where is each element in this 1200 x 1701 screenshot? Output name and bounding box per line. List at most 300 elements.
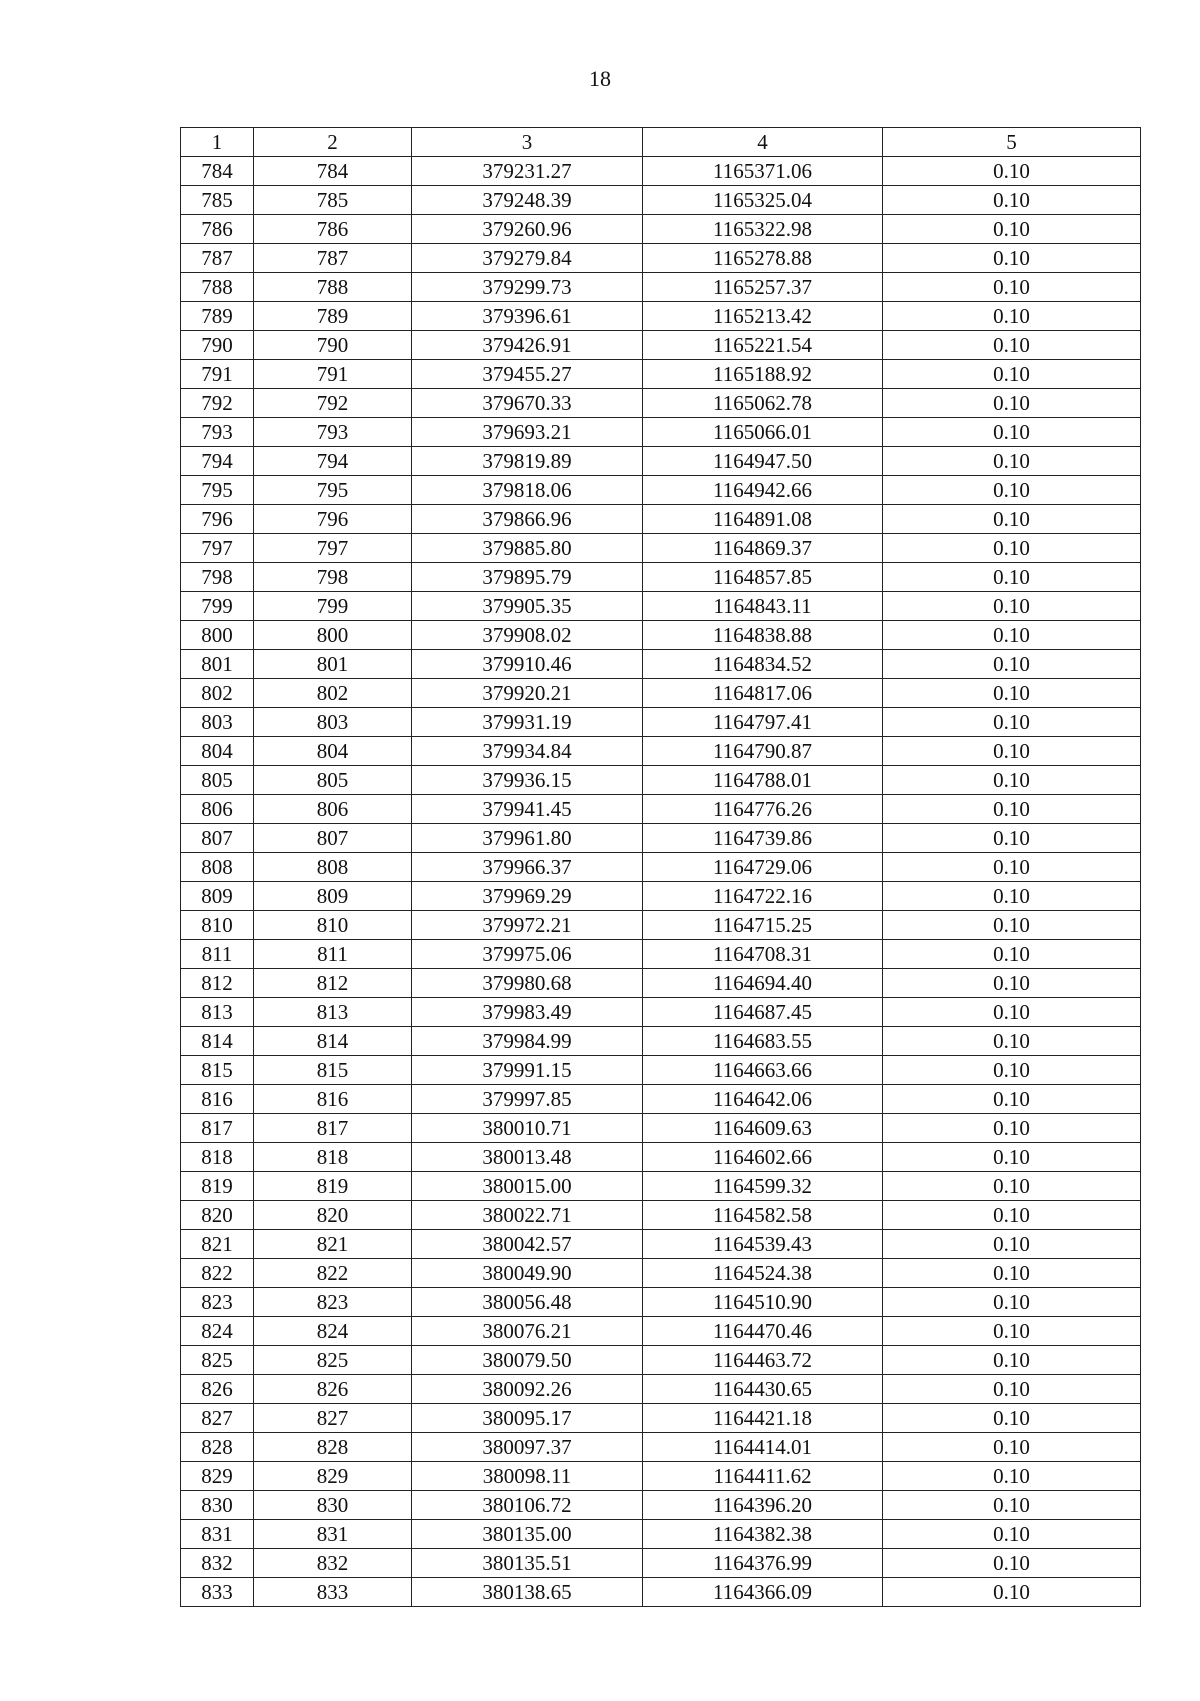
cell-y-coordinate: 1164838.88 — [643, 621, 883, 650]
cell-accuracy: 0.10 — [883, 824, 1141, 853]
cell-y-coordinate: 1164739.86 — [643, 824, 883, 853]
cell-accuracy: 0.10 — [883, 476, 1141, 505]
table-row — [181, 1462, 1141, 1491]
cell-point-number: 790 — [181, 331, 254, 360]
cell-accuracy: 0.10 — [883, 1027, 1141, 1056]
cell-accuracy: 0.10 — [883, 969, 1141, 998]
cell-y-coordinate: 1164790.87 — [643, 737, 883, 766]
cell-x-coordinate: 379819.89 — [412, 447, 643, 476]
cell-point-number: 822 — [181, 1259, 254, 1288]
cell-point-id: 814 — [254, 1027, 412, 1056]
cell-accuracy: 0.10 — [883, 447, 1141, 476]
cell-accuracy: 0.10 — [883, 998, 1141, 1027]
cell-point-number: 809 — [181, 882, 254, 911]
cell-y-coordinate: 1164715.25 — [643, 911, 883, 940]
cell-y-coordinate: 1164788.01 — [643, 766, 883, 795]
table-row — [181, 1288, 1141, 1317]
cell-accuracy: 0.10 — [883, 650, 1141, 679]
coordinates-table — [180, 127, 1141, 1607]
cell-point-id: 831 — [254, 1520, 412, 1549]
cell-y-coordinate: 1164411.62 — [643, 1462, 883, 1491]
cell-point-number: 800 — [181, 621, 254, 650]
cell-y-coordinate: 1165062.78 — [643, 389, 883, 418]
cell-accuracy: 0.10 — [883, 795, 1141, 824]
cell-y-coordinate: 1165213.42 — [643, 302, 883, 331]
cell-accuracy: 0.10 — [883, 563, 1141, 592]
cell-y-coordinate: 1164729.06 — [643, 853, 883, 882]
cell-point-number: 817 — [181, 1114, 254, 1143]
cell-point-id: 822 — [254, 1259, 412, 1288]
cell-accuracy: 0.10 — [883, 1520, 1141, 1549]
cell-y-coordinate: 1165322.98 — [643, 215, 883, 244]
cell-accuracy: 0.10 — [883, 1433, 1141, 1462]
cell-y-coordinate: 1164708.31 — [643, 940, 883, 969]
cell-x-coordinate: 379984.99 — [412, 1027, 643, 1056]
cell-point-number: 814 — [181, 1027, 254, 1056]
cell-x-coordinate: 380097.37 — [412, 1433, 643, 1462]
cell-accuracy: 0.10 — [883, 1317, 1141, 1346]
cell-point-number: 824 — [181, 1317, 254, 1346]
cell-point-number: 801 — [181, 650, 254, 679]
table-header — [181, 128, 1141, 157]
table-row — [181, 911, 1141, 940]
cell-point-id: 833 — [254, 1578, 412, 1607]
cell-point-number: 831 — [181, 1520, 254, 1549]
cell-point-id: 794 — [254, 447, 412, 476]
cell-point-number: 830 — [181, 1491, 254, 1520]
cell-x-coordinate: 380076.21 — [412, 1317, 643, 1346]
cell-x-coordinate: 380042.57 — [412, 1230, 643, 1259]
cell-accuracy: 0.10 — [883, 592, 1141, 621]
cell-accuracy: 0.10 — [883, 1056, 1141, 1085]
table-row — [181, 1259, 1141, 1288]
cell-y-coordinate: 1164797.41 — [643, 708, 883, 737]
cell-point-number: 828 — [181, 1433, 254, 1462]
cell-accuracy: 0.10 — [883, 737, 1141, 766]
cell-point-number: 798 — [181, 563, 254, 592]
cell-accuracy: 0.10 — [883, 302, 1141, 331]
cell-y-coordinate: 1164722.16 — [643, 882, 883, 911]
cell-point-id: 786 — [254, 215, 412, 244]
table-row — [181, 824, 1141, 853]
cell-accuracy: 0.10 — [883, 215, 1141, 244]
table-row — [181, 650, 1141, 679]
table-row — [181, 505, 1141, 534]
cell-y-coordinate: 1164942.66 — [643, 476, 883, 505]
cell-point-id: 806 — [254, 795, 412, 824]
cell-x-coordinate: 380135.51 — [412, 1549, 643, 1578]
cell-point-id: 788 — [254, 273, 412, 302]
cell-point-id: 796 — [254, 505, 412, 534]
table-row — [181, 534, 1141, 563]
cell-y-coordinate: 1165278.88 — [643, 244, 883, 273]
cell-point-id: 800 — [254, 621, 412, 650]
cell-x-coordinate: 379983.49 — [412, 998, 643, 1027]
cell-accuracy: 0.10 — [883, 1230, 1141, 1259]
table-row — [181, 766, 1141, 795]
column-header: 4 — [643, 128, 883, 157]
cell-x-coordinate: 379818.06 — [412, 476, 643, 505]
cell-y-coordinate: 1164366.09 — [643, 1578, 883, 1607]
cell-x-coordinate: 379885.80 — [412, 534, 643, 563]
cell-accuracy: 0.10 — [883, 186, 1141, 215]
cell-point-id: 812 — [254, 969, 412, 998]
cell-point-id: 819 — [254, 1172, 412, 1201]
cell-point-number: 786 — [181, 215, 254, 244]
cell-point-number: 799 — [181, 592, 254, 621]
cell-accuracy: 0.10 — [883, 708, 1141, 737]
table-row — [181, 853, 1141, 882]
cell-point-number: 793 — [181, 418, 254, 447]
cell-point-number: 796 — [181, 505, 254, 534]
cell-y-coordinate: 1164869.37 — [643, 534, 883, 563]
cell-point-id: 793 — [254, 418, 412, 447]
cell-x-coordinate: 379936.15 — [412, 766, 643, 795]
cell-accuracy: 0.10 — [883, 621, 1141, 650]
cell-y-coordinate: 1165188.92 — [643, 360, 883, 389]
cell-point-number: 788 — [181, 273, 254, 302]
cell-accuracy: 0.10 — [883, 273, 1141, 302]
cell-point-number: 833 — [181, 1578, 254, 1607]
table-row — [181, 215, 1141, 244]
cell-x-coordinate: 380135.00 — [412, 1520, 643, 1549]
cell-x-coordinate: 379972.21 — [412, 911, 643, 940]
cell-y-coordinate: 1164687.45 — [643, 998, 883, 1027]
cell-x-coordinate: 379455.27 — [412, 360, 643, 389]
cell-y-coordinate: 1164843.11 — [643, 592, 883, 621]
page-number: 18 — [589, 66, 611, 91]
cell-accuracy: 0.10 — [883, 534, 1141, 563]
column-header: 1 — [181, 128, 254, 157]
cell-y-coordinate: 1164421.18 — [643, 1404, 883, 1433]
cell-accuracy: 0.10 — [883, 1404, 1141, 1433]
cell-x-coordinate: 379931.19 — [412, 708, 643, 737]
cell-accuracy: 0.10 — [883, 1375, 1141, 1404]
table-row — [181, 1143, 1141, 1172]
cell-point-id: 805 — [254, 766, 412, 795]
table-row — [181, 708, 1141, 737]
cell-accuracy: 0.10 — [883, 418, 1141, 447]
cell-point-number: 820 — [181, 1201, 254, 1230]
cell-point-id: 784 — [254, 157, 412, 186]
table-row — [181, 1201, 1141, 1230]
cell-x-coordinate: 379908.02 — [412, 621, 643, 650]
cell-point-number: 829 — [181, 1462, 254, 1491]
cell-accuracy: 0.10 — [883, 389, 1141, 418]
cell-accuracy: 0.10 — [883, 1491, 1141, 1520]
table-row — [181, 1114, 1141, 1143]
table-row — [181, 360, 1141, 389]
cell-y-coordinate: 1164776.26 — [643, 795, 883, 824]
table-row — [181, 882, 1141, 911]
cell-point-number: 826 — [181, 1375, 254, 1404]
cell-x-coordinate: 379895.79 — [412, 563, 643, 592]
table-row — [181, 563, 1141, 592]
table-row — [181, 737, 1141, 766]
cell-y-coordinate: 1165257.37 — [643, 273, 883, 302]
cell-accuracy: 0.10 — [883, 1462, 1141, 1491]
column-header: 5 — [883, 128, 1141, 157]
cell-y-coordinate: 1164609.63 — [643, 1114, 883, 1143]
cell-point-id: 827 — [254, 1404, 412, 1433]
cell-point-id: 816 — [254, 1085, 412, 1114]
table-row — [181, 795, 1141, 824]
cell-point-number: 794 — [181, 447, 254, 476]
cell-point-id: 789 — [254, 302, 412, 331]
cell-point-id: 820 — [254, 1201, 412, 1230]
cell-point-id: 808 — [254, 853, 412, 882]
cell-point-number: 810 — [181, 911, 254, 940]
cell-accuracy: 0.10 — [883, 1201, 1141, 1230]
cell-point-number: 816 — [181, 1085, 254, 1114]
cell-accuracy: 0.10 — [883, 1578, 1141, 1607]
cell-y-coordinate: 1164463.72 — [643, 1346, 883, 1375]
cell-accuracy: 0.10 — [883, 1143, 1141, 1172]
cell-point-number: 823 — [181, 1288, 254, 1317]
cell-point-number: 818 — [181, 1143, 254, 1172]
cell-x-coordinate: 379231.27 — [412, 157, 643, 186]
table-row — [181, 1027, 1141, 1056]
cell-point-number: 813 — [181, 998, 254, 1027]
cell-point-id: 797 — [254, 534, 412, 563]
cell-x-coordinate: 379905.35 — [412, 592, 643, 621]
cell-point-id: 832 — [254, 1549, 412, 1578]
cell-x-coordinate: 379670.33 — [412, 389, 643, 418]
cell-accuracy: 0.10 — [883, 331, 1141, 360]
cell-accuracy: 0.10 — [883, 1346, 1141, 1375]
cell-y-coordinate: 1164817.06 — [643, 679, 883, 708]
cell-y-coordinate: 1164694.40 — [643, 969, 883, 998]
table-row — [181, 1520, 1141, 1549]
cell-point-id: 802 — [254, 679, 412, 708]
cell-point-number: 804 — [181, 737, 254, 766]
table-row — [181, 1346, 1141, 1375]
cell-point-id: 810 — [254, 911, 412, 940]
cell-accuracy: 0.10 — [883, 1085, 1141, 1114]
cell-point-id: 828 — [254, 1433, 412, 1462]
cell-y-coordinate: 1164510.90 — [643, 1288, 883, 1317]
cell-y-coordinate: 1164376.99 — [643, 1549, 883, 1578]
table-row — [181, 1549, 1141, 1578]
cell-accuracy: 0.10 — [883, 505, 1141, 534]
table-row — [181, 273, 1141, 302]
table-row — [181, 1375, 1141, 1404]
cell-point-id: 785 — [254, 186, 412, 215]
cell-x-coordinate: 380098.11 — [412, 1462, 643, 1491]
table-row — [181, 1085, 1141, 1114]
table-row — [181, 186, 1141, 215]
cell-point-number: 792 — [181, 389, 254, 418]
table-row — [181, 1404, 1141, 1433]
cell-accuracy: 0.10 — [883, 882, 1141, 911]
table-row — [181, 969, 1141, 998]
header-row — [181, 128, 1141, 157]
cell-point-number: 827 — [181, 1404, 254, 1433]
cell-point-id: 791 — [254, 360, 412, 389]
table-row — [181, 389, 1141, 418]
cell-point-id: 818 — [254, 1143, 412, 1172]
cell-y-coordinate: 1164857.85 — [643, 563, 883, 592]
cell-y-coordinate: 1165325.04 — [643, 186, 883, 215]
cell-x-coordinate: 380022.71 — [412, 1201, 643, 1230]
cell-point-number: 791 — [181, 360, 254, 389]
cell-y-coordinate: 1164663.66 — [643, 1056, 883, 1085]
cell-x-coordinate: 379910.46 — [412, 650, 643, 679]
cell-x-coordinate: 379426.91 — [412, 331, 643, 360]
cell-point-number: 819 — [181, 1172, 254, 1201]
table-row — [181, 1578, 1141, 1607]
table-row — [181, 621, 1141, 650]
cell-accuracy: 0.10 — [883, 157, 1141, 186]
table-row — [181, 1433, 1141, 1462]
cell-x-coordinate: 379693.21 — [412, 418, 643, 447]
cell-y-coordinate: 1164891.08 — [643, 505, 883, 534]
cell-point-id: 813 — [254, 998, 412, 1027]
table-row — [181, 1172, 1141, 1201]
cell-point-id: 825 — [254, 1346, 412, 1375]
cell-point-number: 811 — [181, 940, 254, 969]
table-row — [181, 331, 1141, 360]
cell-point-id: 815 — [254, 1056, 412, 1085]
table-row — [181, 418, 1141, 447]
cell-x-coordinate: 379969.29 — [412, 882, 643, 911]
cell-point-id: 792 — [254, 389, 412, 418]
cell-x-coordinate: 379941.45 — [412, 795, 643, 824]
table-row — [181, 1056, 1141, 1085]
cell-point-number: 825 — [181, 1346, 254, 1375]
cell-x-coordinate: 380138.65 — [412, 1578, 643, 1607]
cell-x-coordinate: 379299.73 — [412, 273, 643, 302]
table-body — [181, 157, 1141, 1607]
cell-accuracy: 0.10 — [883, 1549, 1141, 1578]
cell-accuracy: 0.10 — [883, 911, 1141, 940]
cell-point-id: 817 — [254, 1114, 412, 1143]
cell-x-coordinate: 379997.85 — [412, 1085, 643, 1114]
cell-x-coordinate: 380015.00 — [412, 1172, 643, 1201]
table-row — [181, 302, 1141, 331]
cell-accuracy: 0.10 — [883, 679, 1141, 708]
cell-y-coordinate: 1164414.01 — [643, 1433, 883, 1462]
table-row — [181, 1317, 1141, 1346]
cell-accuracy: 0.10 — [883, 1288, 1141, 1317]
table-row — [181, 1230, 1141, 1259]
cell-point-id: 823 — [254, 1288, 412, 1317]
table-row — [181, 476, 1141, 505]
cell-point-number: 784 — [181, 157, 254, 186]
cell-point-number: 832 — [181, 1549, 254, 1578]
cell-x-coordinate: 380010.71 — [412, 1114, 643, 1143]
table-row — [181, 940, 1141, 969]
cell-x-coordinate: 380013.48 — [412, 1143, 643, 1172]
cell-point-id: 809 — [254, 882, 412, 911]
cell-accuracy: 0.10 — [883, 940, 1141, 969]
cell-point-number: 807 — [181, 824, 254, 853]
cell-y-coordinate: 1164470.46 — [643, 1317, 883, 1346]
cell-point-id: 803 — [254, 708, 412, 737]
cell-point-number: 802 — [181, 679, 254, 708]
cell-accuracy: 0.10 — [883, 244, 1141, 273]
cell-x-coordinate: 379396.61 — [412, 302, 643, 331]
table-row — [181, 998, 1141, 1027]
cell-y-coordinate: 1164539.43 — [643, 1230, 883, 1259]
cell-point-id: 804 — [254, 737, 412, 766]
cell-y-coordinate: 1164382.38 — [643, 1520, 883, 1549]
cell-point-number: 797 — [181, 534, 254, 563]
cell-point-number: 787 — [181, 244, 254, 273]
cell-x-coordinate: 380092.26 — [412, 1375, 643, 1404]
cell-accuracy: 0.10 — [883, 1114, 1141, 1143]
cell-point-id: 824 — [254, 1317, 412, 1346]
cell-y-coordinate: 1165066.01 — [643, 418, 883, 447]
cell-y-coordinate: 1164683.55 — [643, 1027, 883, 1056]
table-row — [181, 244, 1141, 273]
cell-y-coordinate: 1164947.50 — [643, 447, 883, 476]
cell-point-number: 806 — [181, 795, 254, 824]
cell-accuracy: 0.10 — [883, 766, 1141, 795]
cell-point-id: 811 — [254, 940, 412, 969]
cell-x-coordinate: 379248.39 — [412, 186, 643, 215]
table-row — [181, 447, 1141, 476]
cell-accuracy: 0.10 — [883, 1259, 1141, 1288]
cell-x-coordinate: 379866.96 — [412, 505, 643, 534]
cell-x-coordinate: 379260.96 — [412, 215, 643, 244]
cell-point-id: 787 — [254, 244, 412, 273]
cell-point-id: 798 — [254, 563, 412, 592]
cell-point-number: 815 — [181, 1056, 254, 1085]
table-row — [181, 157, 1141, 186]
cell-x-coordinate: 379279.84 — [412, 244, 643, 273]
cell-point-id: 829 — [254, 1462, 412, 1491]
cell-accuracy: 0.10 — [883, 853, 1141, 882]
cell-y-coordinate: 1164602.66 — [643, 1143, 883, 1172]
cell-x-coordinate: 379934.84 — [412, 737, 643, 766]
cell-y-coordinate: 1164396.20 — [643, 1491, 883, 1520]
column-header: 2 — [254, 128, 412, 157]
table-row — [181, 679, 1141, 708]
cell-y-coordinate: 1165371.06 — [643, 157, 883, 186]
cell-point-id: 826 — [254, 1375, 412, 1404]
cell-point-id: 821 — [254, 1230, 412, 1259]
cell-y-coordinate: 1165221.54 — [643, 331, 883, 360]
cell-x-coordinate: 379991.15 — [412, 1056, 643, 1085]
cell-y-coordinate: 1164599.32 — [643, 1172, 883, 1201]
cell-point-id: 799 — [254, 592, 412, 621]
cell-point-id: 807 — [254, 824, 412, 853]
cell-accuracy: 0.10 — [883, 1172, 1141, 1201]
cell-x-coordinate: 379961.80 — [412, 824, 643, 853]
cell-x-coordinate: 380056.48 — [412, 1288, 643, 1317]
cell-point-id: 790 — [254, 331, 412, 360]
cell-y-coordinate: 1164524.38 — [643, 1259, 883, 1288]
cell-x-coordinate: 379975.06 — [412, 940, 643, 969]
cell-x-coordinate: 379980.68 — [412, 969, 643, 998]
cell-x-coordinate: 380106.72 — [412, 1491, 643, 1520]
cell-point-number: 785 — [181, 186, 254, 215]
cell-point-number: 789 — [181, 302, 254, 331]
cell-point-number: 795 — [181, 476, 254, 505]
cell-y-coordinate: 1164642.06 — [643, 1085, 883, 1114]
cell-y-coordinate: 1164430.65 — [643, 1375, 883, 1404]
cell-point-number: 821 — [181, 1230, 254, 1259]
column-header: 3 — [412, 128, 643, 157]
cell-x-coordinate: 380049.90 — [412, 1259, 643, 1288]
cell-accuracy: 0.10 — [883, 360, 1141, 389]
cell-point-id: 830 — [254, 1491, 412, 1520]
cell-point-number: 803 — [181, 708, 254, 737]
cell-y-coordinate: 1164582.58 — [643, 1201, 883, 1230]
table-row — [181, 1491, 1141, 1520]
cell-point-number: 805 — [181, 766, 254, 795]
